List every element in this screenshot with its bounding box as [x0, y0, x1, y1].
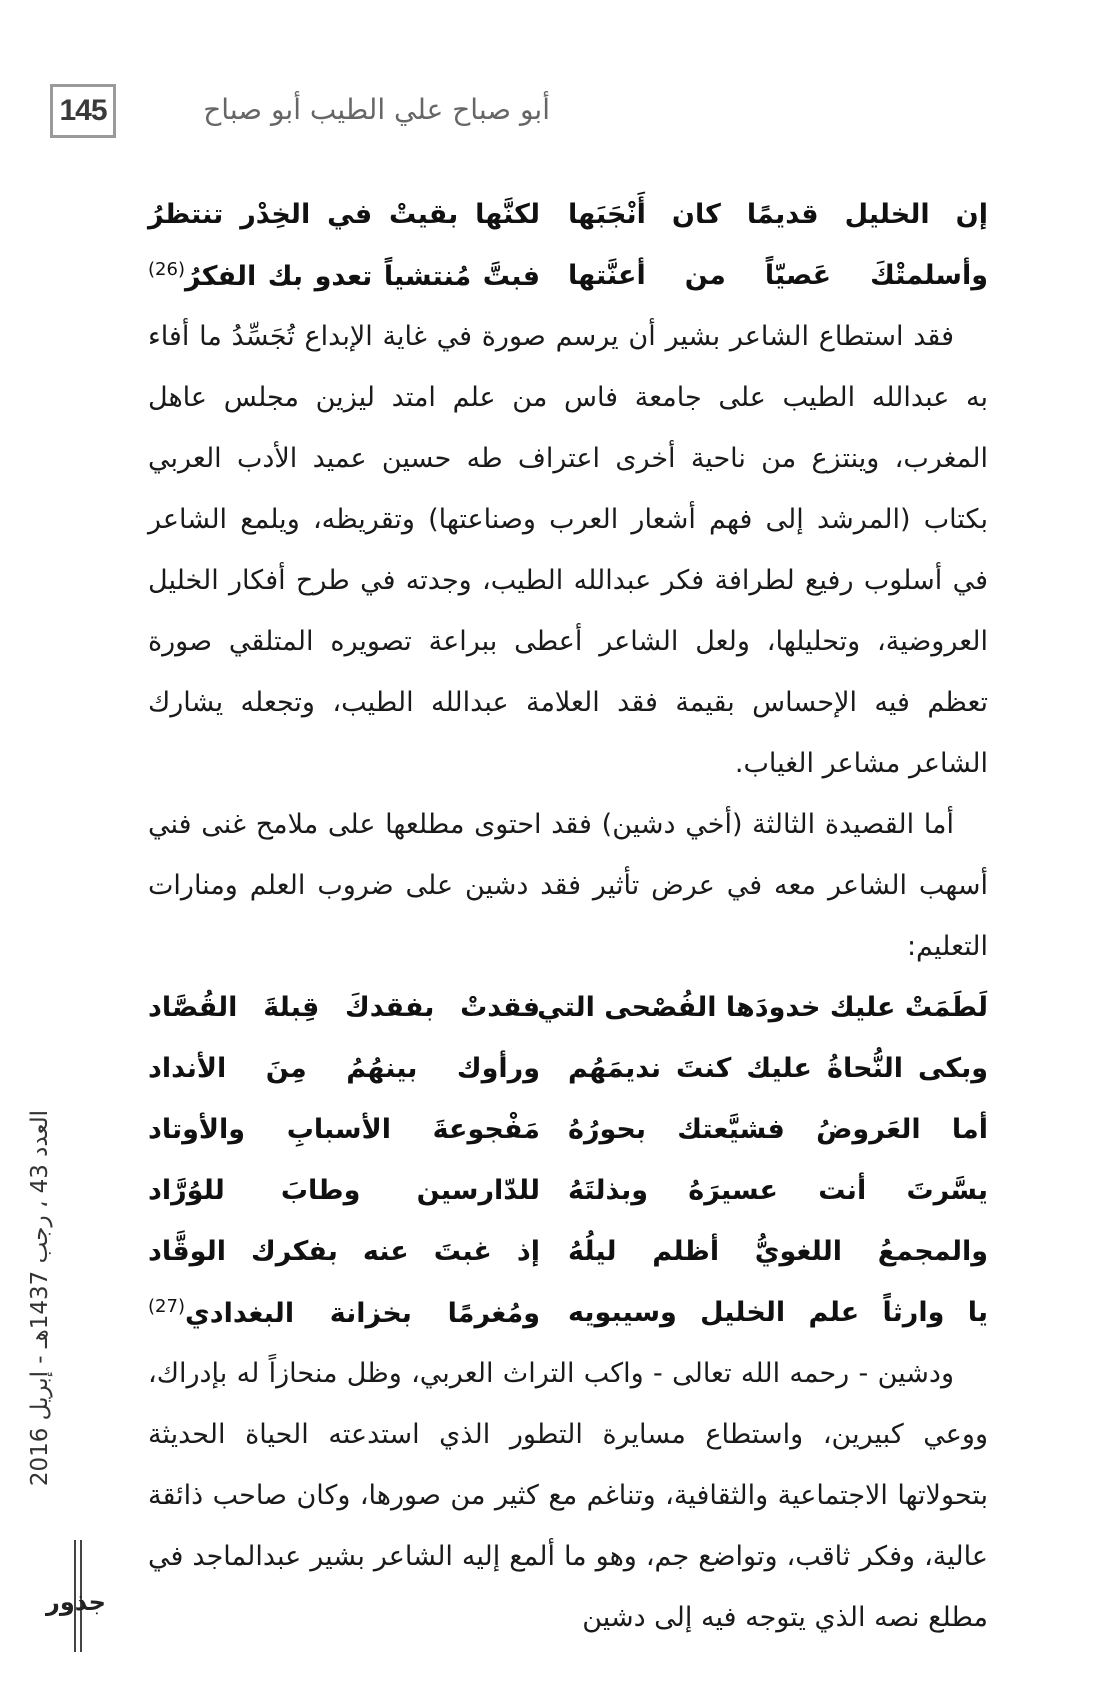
verse-first-hemistich: يسَّرتَ أنت عسيرَهُ وبذلتَهُ — [568, 1175, 988, 1206]
page-body — [148, 184, 988, 1648]
verse-second-hemistich: فقدتْ بفقدكَ قِبلةَ القُصَّاد — [148, 992, 540, 1023]
poem-verse — [148, 1160, 988, 1221]
poem-verse — [148, 1282, 988, 1343]
poem-verse — [148, 1038, 988, 1099]
body-paragraph: فقد استطاع الشاعر بشير أن يرسم صورة في غاية الإبداع تُجَسِّدُ ما أفاء به عبدالله الطيب على جامعة فاس من علم امتد ليزين مجلس عاهل المغرب، وينتزع من ناحية أخرى اعتراف طه حسين عميد الأدب العربي بكتاب (المرشد إلى فهم أشعار العرب وصناعتها) وتقريظه، ويلمع الشاعر في أسلوب رفيع لطرافة فكر عبدالله الطيب، وجدته في طرح أفكار الخليل العروضية، وتحليلها، ولعل الشاعر أعطى ببراعة تصويره المتلقي صورة تعظم فيه الإحساس بقيمة فقد العلامة عبدالله الطيب، وتجعله يشارك الشاعر مشاعر الغياب. — [148, 321, 988, 779]
poem-verse — [148, 1099, 988, 1160]
verse-text: لكنَّها بقيتْ في الخِدْر تنتظرُ — [148, 199, 540, 230]
verse-first-hemistich: وبكى النُّحاةُ عليك كنتَ نديمَهُم — [568, 1053, 988, 1084]
verse-second-hemistich — [148, 259, 540, 292]
verse-first-hemistich: لَطَمَتْ عليك خدودَها الفُصْحى التي — [537, 992, 988, 1023]
verse-first-hemistich: والمجمعُ اللغويُّ أظلم ليلُهُ — [568, 1236, 988, 1267]
verse-second-hemistich — [148, 1296, 540, 1329]
body-paragraph: أما القصيدة الثالثة (أخي دشين) فقد احتوى مطلعها على ملامح غنى فني أسهب الشاعر معه في عرض تأثير فقد دشين على ضروب العلم ومنارات التعليم: — [148, 809, 988, 962]
page-number: 145 — [59, 94, 107, 127]
verse-text: فبتَّ مُنتشياً تعدو بك الفكرُ — [184, 261, 540, 292]
poem-verse — [148, 184, 988, 245]
verse-second-hemistich: إذ غبتَ عنه بفكرك الوقَّاد — [148, 1236, 540, 1267]
verse-second-hemistich: للدّارسين وطابَ للوُرَّاد — [148, 1175, 540, 1206]
page-number-box — [50, 84, 116, 138]
poem-verse — [148, 977, 988, 1038]
poem-verse — [148, 245, 988, 306]
poem-block — [148, 184, 988, 306]
issue-info: العدد 43 ، رجب 1437هـ - إبريل 2016 — [27, 1110, 53, 1487]
verse-text: ومُغرمًا بخزانة البغدادي — [184, 1298, 540, 1329]
journal-logo: جذور — [46, 1588, 106, 1616]
verse-second-hemistich: مَفْجوعةَ الأسبابِ والأوتاد — [148, 1114, 540, 1145]
verse-first-hemistich: يا وارثاً علم الخليل وسيبويه — [568, 1297, 988, 1328]
poem-verse — [148, 1221, 988, 1282]
poem-block — [148, 977, 988, 1343]
verse-second-hemistich — [148, 199, 540, 230]
verse-first-hemistich: وأسلمتْكَ عَصيّاً من أعنَّتها — [568, 260, 988, 291]
footnote-ref: (27) — [148, 1296, 185, 1317]
verse-second-hemistich: ورأوك بينهُمُ مِنَ الأنداد — [148, 1053, 540, 1084]
footnote-ref: (26) — [148, 259, 185, 280]
running-header: أبو صباح علي الطيب أبو صباح — [203, 93, 550, 126]
verse-first-hemistich: إن الخليل قديمًا كان أَنْجَبَها — [568, 199, 988, 230]
verse-first-hemistich: أما العَروضُ فشيَّعتك بحورُهُ — [568, 1114, 988, 1145]
body-paragraph: ودشين - رحمه الله تعالى - واكب التراث العربي، وظل منحازاً له بإدراك، ووعي كبيرين، واستطاع مسايرة التطور الذي استدعته الحياة الحديثة بتحولاتها الاجتماعية والثقافية، وتناغم مع كثير من صورها، وكان صاحب ذائقة عالية، وفكر ثاقب، وتواضع جم، وهو ما ألمع إليه الشاعر بشير عبدالماجد في مطلع نصه الذي يتوجه فيه إلى دشين — [148, 1358, 988, 1633]
